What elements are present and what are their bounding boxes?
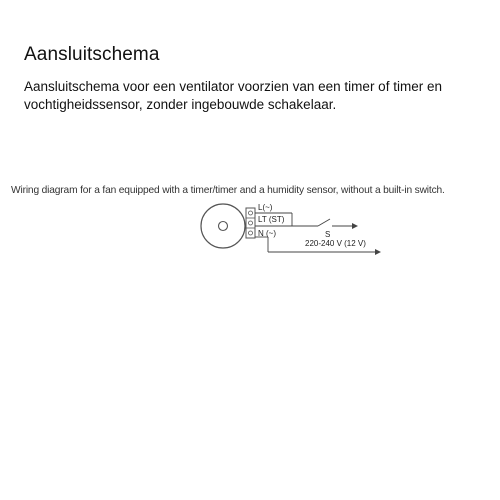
arrow-neutral-icon	[375, 249, 381, 255]
page-title: Aansluitschema	[24, 44, 160, 65]
terminal-label-l: L(~)	[258, 203, 273, 212]
arrow-live-icon	[352, 223, 358, 229]
fan-symbol	[201, 204, 245, 248]
voltage-label: 220-240 V (12 V)	[305, 239, 366, 248]
terminal-label-n: N (~)	[258, 229, 276, 238]
terminal-block	[246, 208, 255, 238]
page-description: Aansluitschema voor een ventilator voorzien van een timer of timer en vochtigheidssensor, zonder ingebouwde schakelaar.	[24, 79, 442, 112]
terminal-label-lt: LT (ST)	[258, 215, 285, 224]
switch-label: S	[325, 230, 331, 239]
diagram-caption: Wiring diagram for a fan equipped with a timer/timer and a humidity sensor, without a built-in switch.	[11, 185, 445, 196]
switch-contact	[318, 219, 330, 226]
